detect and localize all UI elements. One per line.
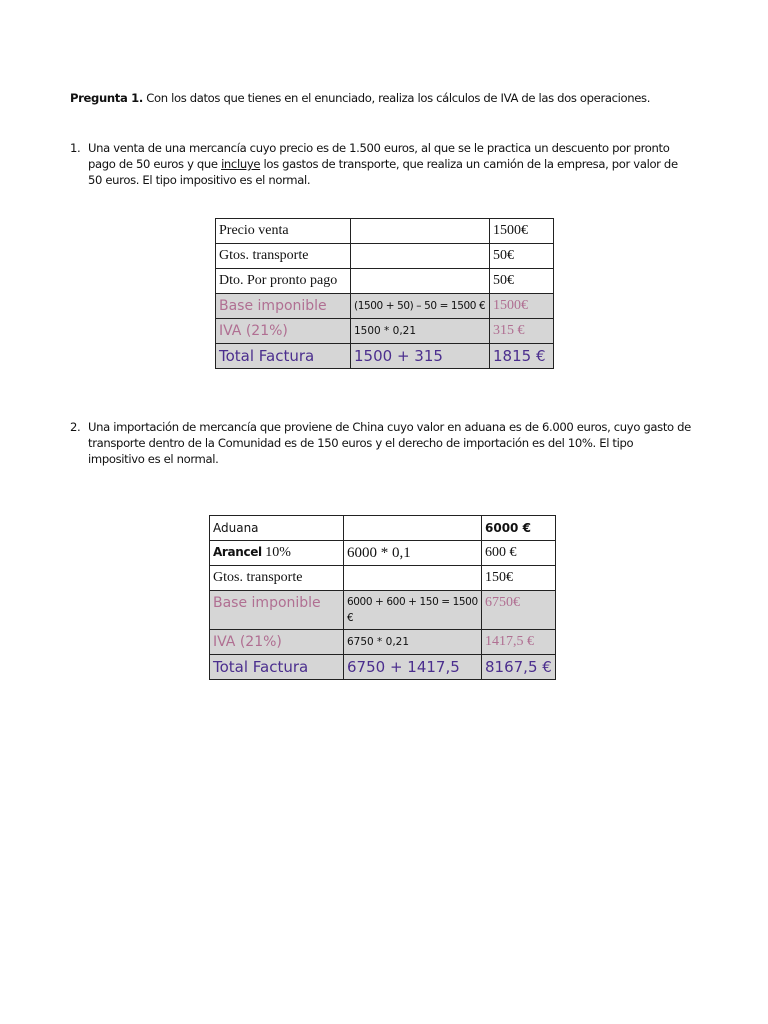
row-value: 150€ xyxy=(482,566,556,591)
question-label: Pregunta 1. xyxy=(70,91,143,105)
row-value: 1500€ xyxy=(490,294,554,319)
row-calc: 1500 * 0,21 xyxy=(351,319,490,344)
exercise-item-2 xyxy=(70,419,697,467)
row-label: Gtos. transporte xyxy=(216,244,351,269)
item-text xyxy=(70,140,697,188)
table-row xyxy=(210,591,556,630)
item-line: impositivo es el normal. xyxy=(88,452,219,466)
row-calc: 6000 * 0,1 xyxy=(344,541,482,566)
row-value: 315 € xyxy=(490,319,554,344)
underlined-word: incluye xyxy=(221,157,261,171)
row-label: Base imponible xyxy=(210,591,344,630)
row-label: Total Factura xyxy=(216,344,351,369)
row-label: Total Factura xyxy=(210,655,344,680)
row-calc: 6000 + 600 + 150 = 1500 € xyxy=(344,591,482,630)
row-value: 600 € xyxy=(482,541,556,566)
row-calc xyxy=(344,516,482,541)
item-line: Una importación de mercancía que proviene de China cuyo valor en aduana es de 6.000 euros, cuyo gasto de xyxy=(88,420,691,434)
row-value: 8167,5 € xyxy=(482,655,556,680)
row-value: 1500€ xyxy=(490,219,554,244)
row-calc xyxy=(351,244,490,269)
row-calc xyxy=(344,566,482,591)
row-calc xyxy=(351,219,490,244)
question-text: Con los datos que tienes en el enunciado, realiza los cálculos de IVA de las dos operaciones. xyxy=(142,91,651,105)
row-calc: 6750 + 1417,5 xyxy=(344,655,482,680)
row-label: Precio venta xyxy=(216,219,351,244)
item-line: 50 euros. El tipo impositivo es el normal. xyxy=(88,173,311,187)
table-row xyxy=(210,541,556,566)
table-row xyxy=(216,219,554,244)
row-label: IVA (21%) xyxy=(216,319,351,344)
item-line: pago de 50 euros y que incluye los gastos de transporte, que realiza un camión de la empresa, por valor de xyxy=(88,157,678,171)
table-row xyxy=(216,269,554,294)
item-number: 1. xyxy=(70,141,81,155)
row-calc: 1500 + 315 xyxy=(351,344,490,369)
table-row xyxy=(210,516,556,541)
table-row xyxy=(216,319,554,344)
row-label: Gtos. transporte xyxy=(210,566,344,591)
table-row xyxy=(216,244,554,269)
row-value: 50€ xyxy=(490,244,554,269)
exercise-item-1 xyxy=(70,140,697,188)
item-line: transporte dentro de la Comunidad es de 150 euros y el derecho de importación es del 10%. El tipo xyxy=(88,436,634,450)
row-calc xyxy=(351,269,490,294)
row-value: 50€ xyxy=(490,269,554,294)
item-number: 2. xyxy=(70,420,81,434)
row-value: 6750€ xyxy=(482,591,556,630)
vat-table-1 xyxy=(215,218,554,369)
table-row xyxy=(210,630,556,655)
table-row xyxy=(210,655,556,680)
row-label: Arancel 10% xyxy=(210,541,344,566)
row-label: Base imponible xyxy=(216,294,351,319)
row-label: Dto. Por pronto pago xyxy=(216,269,351,294)
table-row xyxy=(216,344,554,369)
row-label: IVA (21%) xyxy=(210,630,344,655)
row-value: 1815 € xyxy=(490,344,554,369)
row-label: Aduana xyxy=(210,516,344,541)
item-line: Una venta de una mercancía cuyo precio es de 1.500 euros, al que se le practica un descuento por pronto xyxy=(88,141,670,155)
row-value: 1417,5 € xyxy=(482,630,556,655)
row-calc: (1500 + 50) – 50 = 1500 € xyxy=(351,294,490,319)
row-calc: 6750 * 0,21 xyxy=(344,630,482,655)
question-heading xyxy=(70,91,710,105)
vat-table-2 xyxy=(209,515,556,680)
table-row xyxy=(210,566,556,591)
table-row xyxy=(216,294,554,319)
item-text xyxy=(70,419,697,467)
row-value: 6000 € xyxy=(482,516,556,541)
